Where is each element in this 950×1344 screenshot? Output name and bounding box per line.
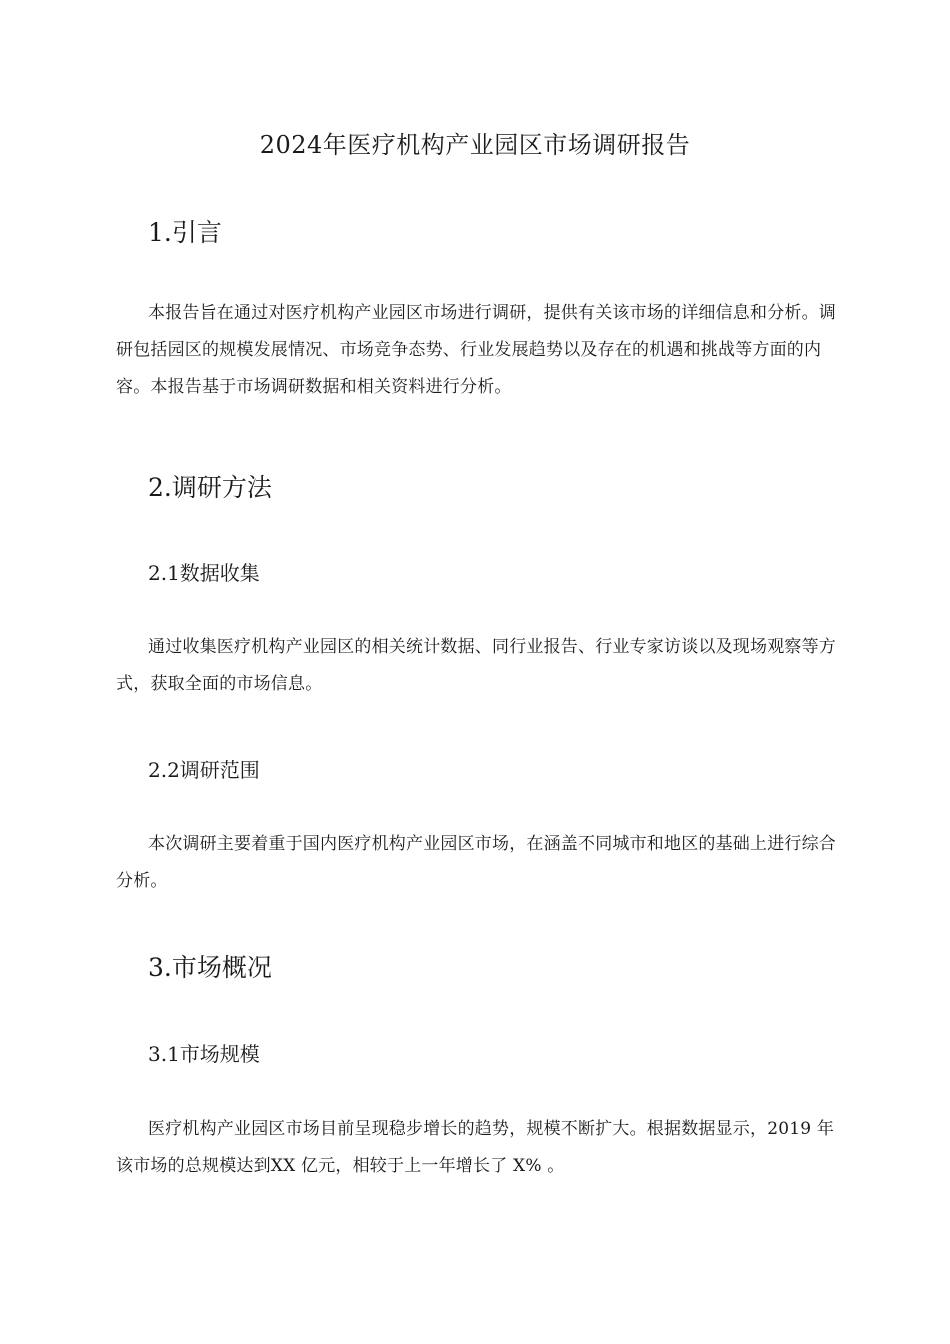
subsection-heading-data-collection: 2.1数据收集 <box>148 561 260 585</box>
document-title: 2024年医疗机构产业园区市场调研报告 <box>259 131 691 159</box>
section-heading-market-overview: 3.市场概况 <box>148 953 272 982</box>
section-heading-methodology: 2.调研方法 <box>148 473 272 502</box>
data-collection-paragraph: 通过收集医疗机构产业园区的相关统计数据、同行业报告、行业专家访谈以及现场观察等方式，获取全面的市场信息。 <box>116 637 836 694</box>
research-scope-paragraph: 本次调研主要着重于国内医疗机构产业园区市场，在涵盖不同城市和地区的基础上进行综合分析。 <box>116 834 836 891</box>
subsection-heading-research-scope: 2.2调研范围 <box>148 758 260 782</box>
introduction-paragraph: 本报告旨在通过对医疗机构产业园区市场进行调研，提供有关该市场的详细信息和分析。调研包括园区的规模发展情况、市场竞争态势、行业发展趋势以及存在的机遇和挑战等方面的内容。本报告基于市场调研数据和相关资料进行分析。 <box>116 303 836 397</box>
market-size-paragraph: 医疗机构产业园区市场目前呈现稳步增长的趋势，规模不断扩大。根据数据显示，2019 年该市场的总规模达到XX 亿元，相较于上一年增长了 X% 。 <box>116 1119 835 1176</box>
section-heading-introduction: 1.引言 <box>148 218 222 247</box>
subsection-heading-market-size: 3.1市场规模 <box>148 1042 260 1066</box>
